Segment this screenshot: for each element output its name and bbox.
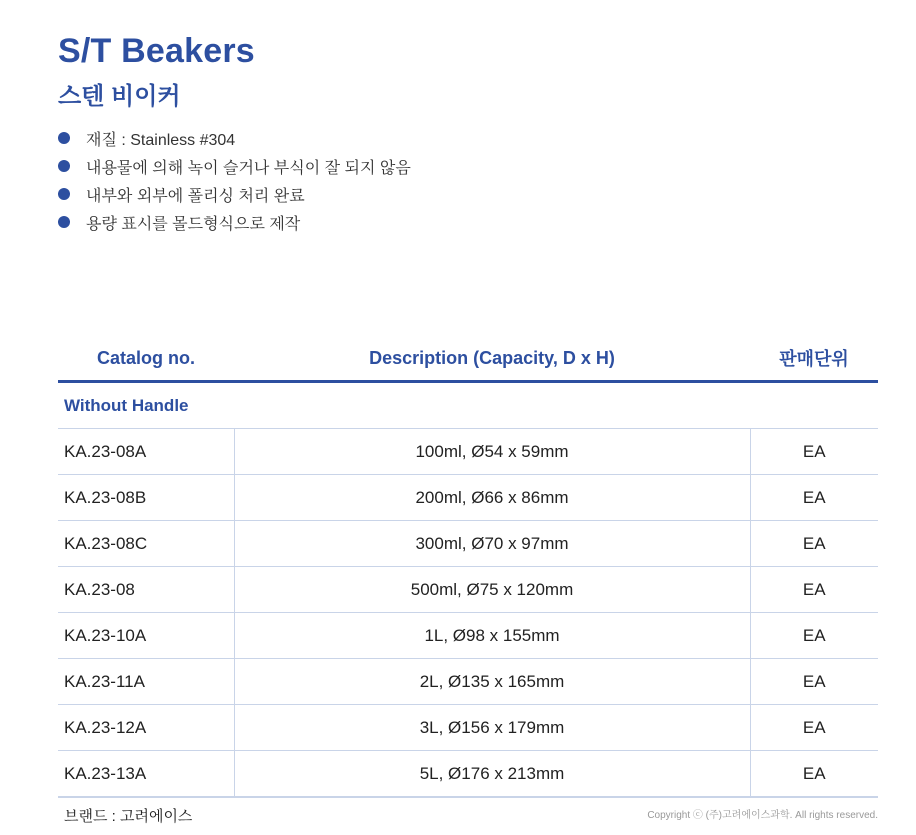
catalog-cell: KA.23-11A	[58, 659, 234, 705]
bullet-icon	[58, 160, 70, 172]
feature-text: 내용물에 의해 녹이 슬거나 부식이 잘 되지 않음	[86, 159, 411, 177]
table-row	[58, 613, 878, 659]
table-row	[58, 429, 878, 475]
feature-item	[58, 152, 411, 180]
description-cell: 100ml, Ø54 x 59mm	[234, 429, 750, 475]
table-row	[58, 705, 878, 751]
unit-cell: EA	[750, 475, 878, 521]
feature-item	[58, 124, 411, 152]
brand-label: 브랜드 : 고려에이스	[64, 808, 193, 825]
table-row	[58, 475, 878, 521]
description-cell: 1L, Ø98 x 155mm	[234, 613, 750, 659]
catalog-cell: KA.23-10A	[58, 613, 234, 659]
page-title: S/T Beakers	[58, 32, 255, 70]
unit-cell: EA	[750, 429, 878, 475]
group-label: Without Handle	[58, 382, 878, 429]
description-cell: 300ml, Ø70 x 97mm	[234, 521, 750, 567]
feature-item	[58, 180, 411, 208]
product-table	[58, 336, 878, 798]
unit-cell: EA	[750, 567, 878, 613]
catalog-cell: KA.23-08B	[58, 475, 234, 521]
catalog-cell: KA.23-08	[58, 567, 234, 613]
description-cell: 3L, Ø156 x 179mm	[234, 705, 750, 751]
table-row	[58, 659, 878, 705]
bullet-icon	[58, 188, 70, 200]
description-cell: 200ml, Ø66 x 86mm	[234, 475, 750, 521]
description-cell: 5L, Ø176 x 213mm	[234, 751, 750, 798]
bullet-icon	[58, 132, 70, 144]
unit-cell: EA	[750, 705, 878, 751]
catalog-cell: KA.23-08C	[58, 521, 234, 567]
unit-cell: EA	[750, 751, 878, 798]
table-row	[58, 567, 878, 613]
column-header-catalog: Catalog no.	[58, 336, 234, 382]
catalog-cell: KA.23-13A	[58, 751, 234, 798]
table-row	[58, 751, 878, 798]
unit-cell: EA	[750, 659, 878, 705]
copyright-notice: Copyright ⓒ (주)고려에이스과학. All rights reserved.	[647, 810, 878, 821]
catalog-cell: KA.23-12A	[58, 705, 234, 751]
catalog-cell: KA.23-08A	[58, 429, 234, 475]
feature-list	[58, 124, 411, 236]
table-header-row	[58, 336, 878, 382]
feature-item	[58, 208, 411, 236]
description-cell: 2L, Ø135 x 165mm	[234, 659, 750, 705]
group-row	[58, 382, 878, 429]
bullet-icon	[58, 216, 70, 228]
feature-text: 용량 표시를 몰드형식으로 제작	[86, 215, 301, 233]
table-row	[58, 521, 878, 567]
product-table-container	[58, 336, 878, 798]
column-header-description: Description (Capacity, D x H)	[234, 336, 750, 382]
unit-cell: EA	[750, 521, 878, 567]
feature-text: 내부와 외부에 폴리싱 처리 완료	[86, 187, 305, 205]
description-cell: 500ml, Ø75 x 120mm	[234, 567, 750, 613]
page-subtitle: 스텐 비이커	[58, 83, 181, 110]
unit-cell: EA	[750, 613, 878, 659]
column-header-unit: 판매단위	[750, 336, 878, 382]
feature-text: 재질 : Stainless #304	[86, 131, 236, 149]
